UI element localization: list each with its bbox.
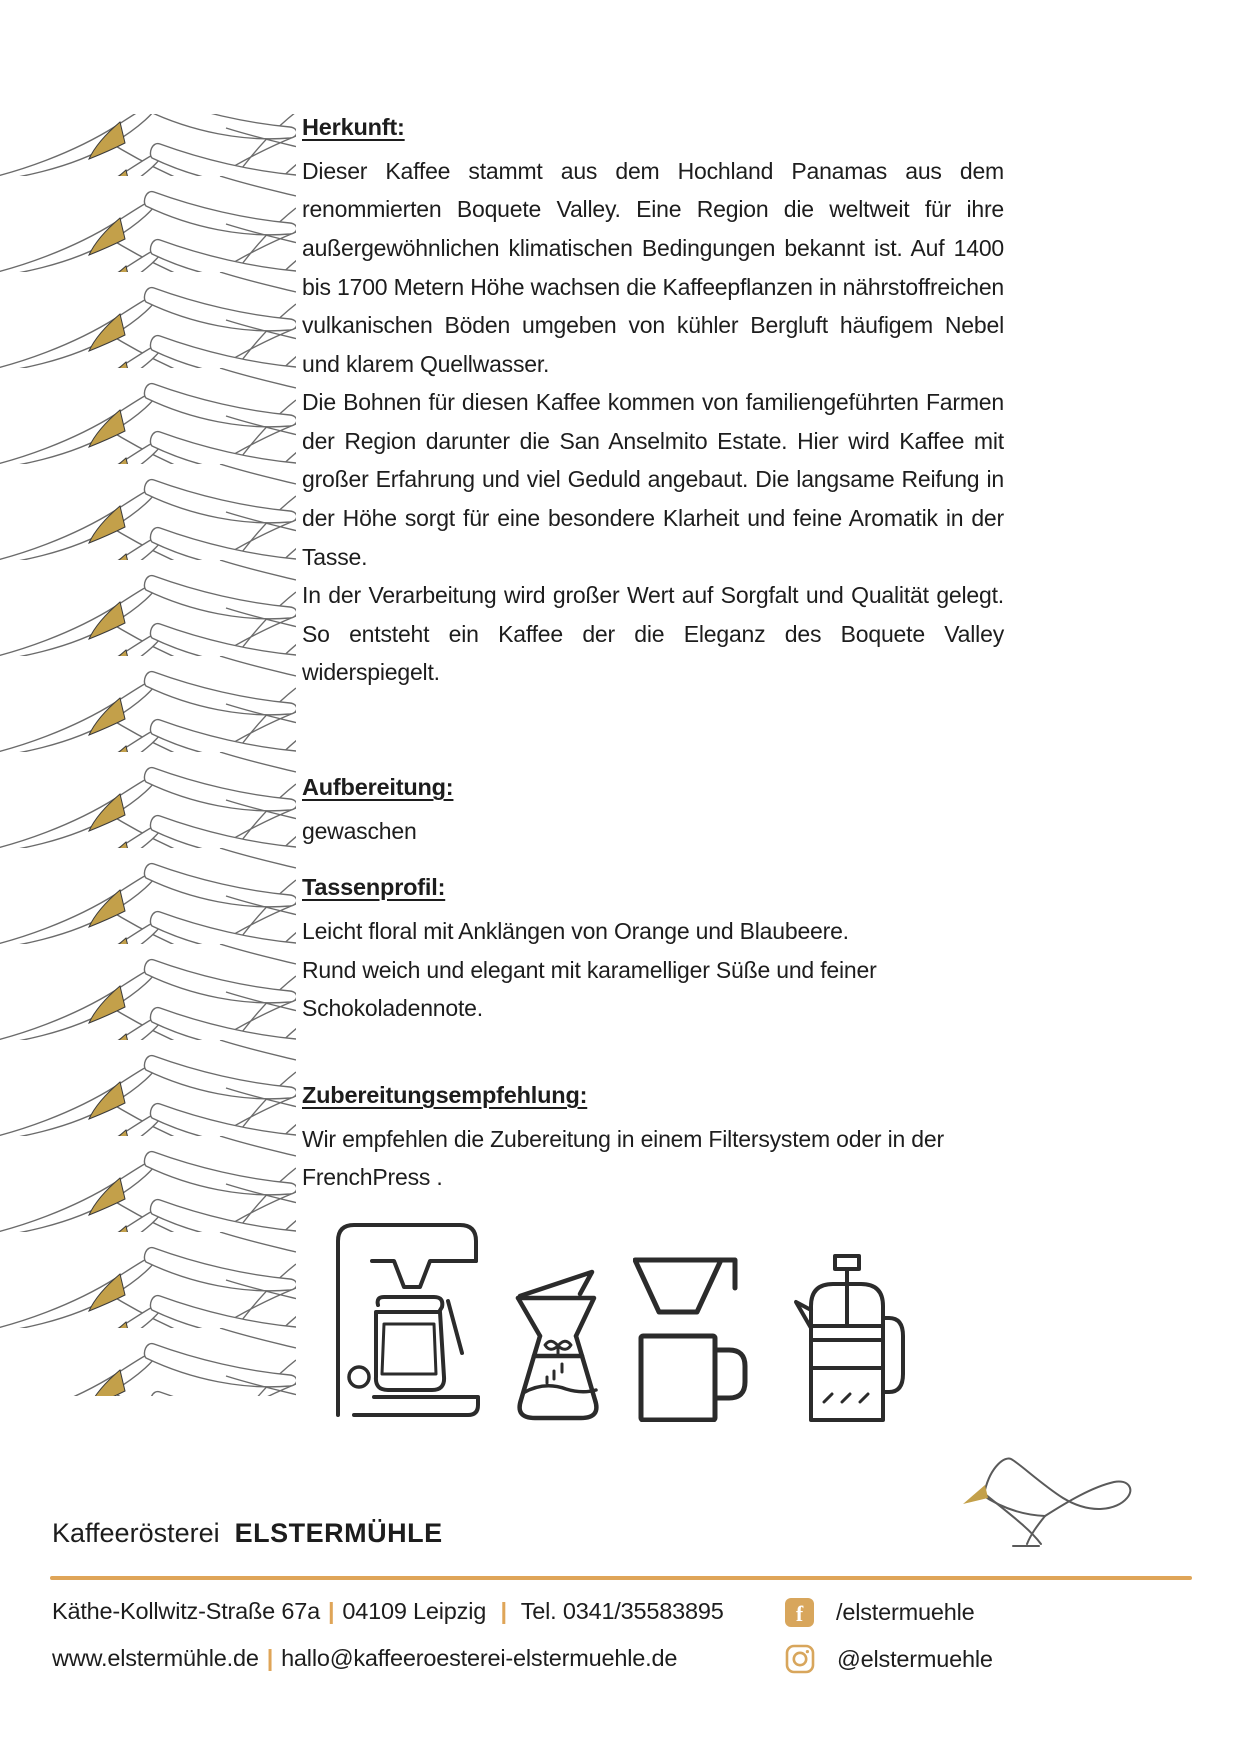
aufbereitung-section xyxy=(302,772,1004,850)
separator: | xyxy=(327,1598,335,1624)
tassenprofil-line-1: Leicht floral mit Anklängen von Orange und Blaubeere. xyxy=(302,918,849,945)
facebook-row xyxy=(785,1598,974,1627)
magpie-weave-pattern xyxy=(0,114,296,1396)
tassenprofil-line-2: Rund weich und elegant mit karamelliger Süße und feiner Schokoladennote. xyxy=(302,956,877,1022)
contact-line-2 xyxy=(52,1645,677,1672)
website-text: www.elstermühle.de xyxy=(52,1645,259,1671)
brand-line xyxy=(52,1518,443,1549)
facebook-handle: /elstermuehle xyxy=(836,1599,975,1625)
pour-over-mug-icon xyxy=(633,1252,759,1422)
brand-name: ELSTERMÜHLE xyxy=(234,1518,443,1548)
french-press-icon xyxy=(791,1254,905,1422)
zubereitung-text: Wir empfehlen die Zubereitung in einem Filtersystem oder in der FrenchPress . xyxy=(302,1125,944,1191)
aufbereitung-heading: Aufbereitung: xyxy=(302,774,454,801)
footer-gold-rule xyxy=(50,1576,1192,1580)
email-text: hallo@kaffeeroesterei-elstermuehle.de xyxy=(281,1645,678,1671)
separator: | xyxy=(500,1598,507,1624)
brew-methods-row xyxy=(332,1219,1004,1422)
herkunft-paragraph-1: Dieser Kaffee stammt aus dem Hochland Panamas aus dem renommierten Boquete Valley. Eine Region die weltweit für ihre außergewöhnlichen klimatischen Bedingungen bekannt ist. Auf 1400 bis 1700 Metern Höhe wachsen die Kaffeepflanzen in nährstoffreichen vulkanischen Böden umgeben von kühler Bergluft häufigem Nebel und klarem Quellwasser. xyxy=(302,157,1004,377)
chemex-icon xyxy=(514,1260,606,1422)
aufbereitung-value: gewaschen xyxy=(302,817,417,844)
address-text: Käthe-Kollwitz-Straße 67a xyxy=(52,1598,320,1624)
instagram-icon xyxy=(785,1644,815,1674)
magpie-logo-icon xyxy=(955,1448,1145,1556)
instagram-handle: @elstermuehle xyxy=(837,1645,993,1672)
city-text: 04109 Leipzig xyxy=(342,1598,487,1624)
zubereitung-heading: Zubereitungsempfehlung: xyxy=(302,1081,588,1108)
facebook-icon: f xyxy=(785,1598,814,1627)
tassenprofil-section xyxy=(302,872,1004,1028)
tassenprofil-heading: Tassenprofil: xyxy=(302,874,446,901)
herkunft-heading: Herkunft: xyxy=(302,114,405,140)
contact-line-1 xyxy=(52,1598,724,1625)
zubereitung-section xyxy=(302,1080,1004,1422)
herkunft-paragraph-3: In der Verarbeitung wird großer Wert auf Sorgfalt und Qualität gelegt. So entsteht ein Kaffee der die Eleganz des Boquete Valley widerspiegelt. xyxy=(302,582,1004,686)
main-content xyxy=(302,112,1004,1422)
separator: | xyxy=(266,1645,274,1671)
instagram-row xyxy=(785,1644,993,1674)
herkunft-paragraph-2: Die Bohnen für diesen Kaffee kommen von familiengeführten Farmen der Region darunter die San Anselmito Estate. Hier wird Kaffee mit großer Erfahrung und viel Geduld angebaut. Die langsame Reifung in der Höhe sorgt für eine besondere Klarheit und feine Aromatik in der Tasse. xyxy=(302,389,1004,570)
coffee-machine-icon xyxy=(332,1219,484,1422)
phone-text: Tel. 0341/35583895 xyxy=(520,1598,724,1624)
brand-prefix: Kaffeerösterei xyxy=(52,1518,220,1548)
